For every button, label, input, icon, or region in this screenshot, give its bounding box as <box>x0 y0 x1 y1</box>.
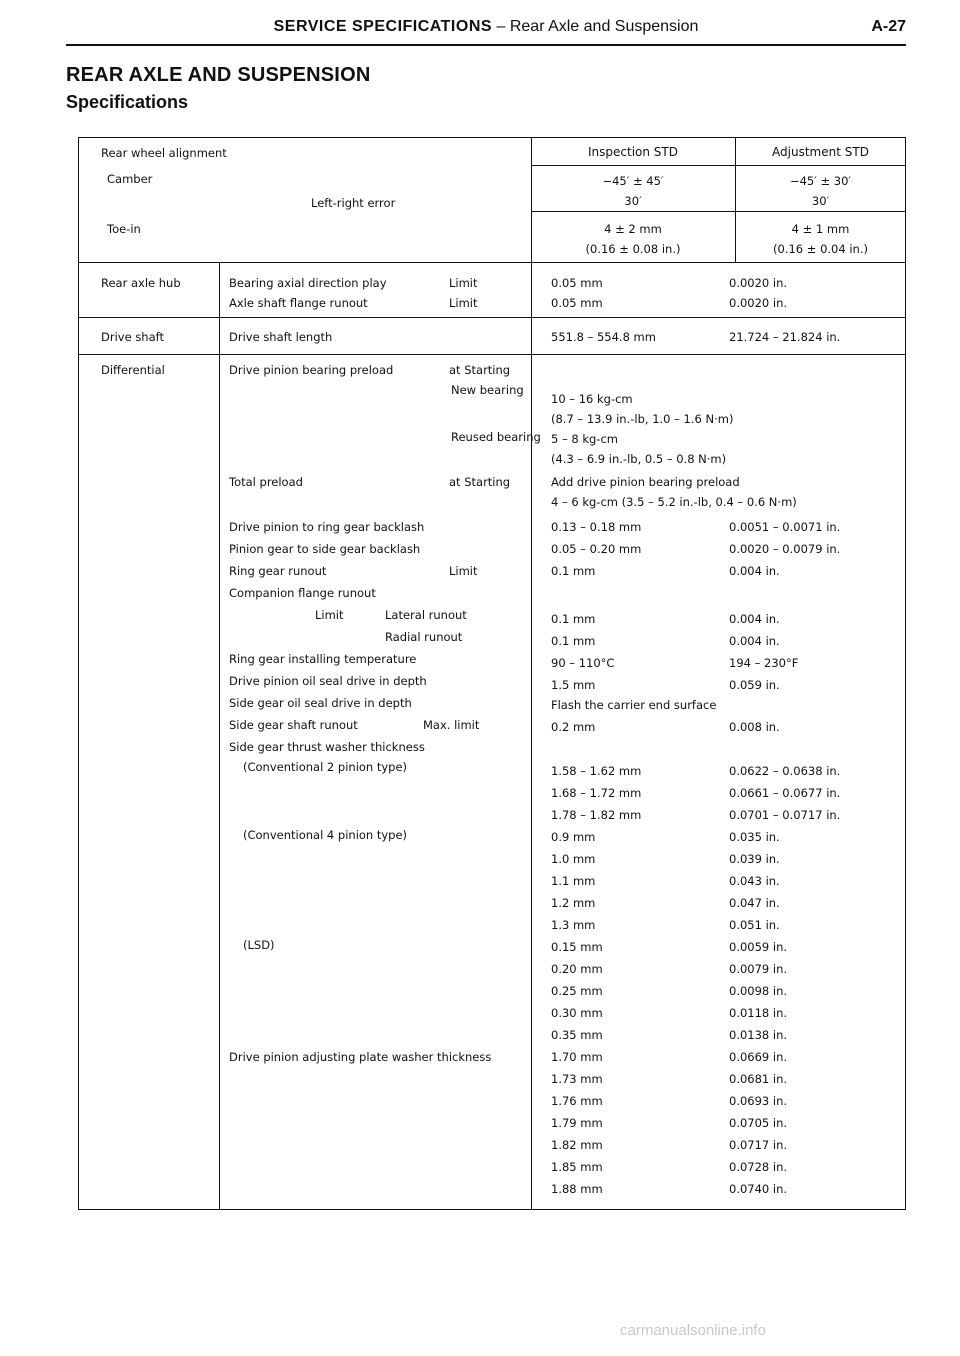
washer-inch: 0.035 in. <box>729 830 780 844</box>
ring-gear-runout-inch: 0.004 in. <box>729 564 780 578</box>
side-seal-depth-value: Flash the carrier end surface <box>551 698 717 712</box>
header-title-rest: – Rear Axle and Suspension <box>492 18 699 35</box>
header-title-bold: SERVICE SPECIFICATIONS <box>273 18 493 35</box>
reused-bearing-value: 5 – 8 kg-cm <box>551 432 618 446</box>
companion-flange-limit: Limit <box>315 608 344 622</box>
drive-shaft-length-inch: 21.724 – 21.824 in. <box>729 330 841 344</box>
washer-mm: 0.25 mm <box>551 984 603 998</box>
washer-inch: 0.0717 in. <box>729 1138 788 1152</box>
washer-mm: 0.30 mm <box>551 1006 603 1020</box>
hub-item-name: Bearing axial direction play <box>229 276 387 290</box>
washer-inch: 0.0669 in. <box>729 1050 788 1064</box>
total-preload-starting: at Starting <box>449 475 511 489</box>
differential-label: Differential <box>101 363 165 377</box>
washer-inch: 0.0079 in. <box>729 962 788 976</box>
toe-in-adjustment-mm: 4 ± 1 mm <box>791 222 850 236</box>
hub-item-name: Axle shaft flange runout <box>229 296 368 310</box>
pinion-side-backlash-label: Pinion gear to side gear backlash <box>229 542 421 556</box>
radial-runout-label: Radial runout <box>385 630 463 644</box>
pinion-ring-backlash-inch: 0.0051 – 0.0071 in. <box>729 520 841 534</box>
washer-mm: 0.9 mm <box>551 830 596 844</box>
spec-table <box>78 137 906 1210</box>
side-shaft-runout-label: Side gear shaft runout <box>229 718 358 732</box>
washer-inch: 0.0661 – 0.0677 in. <box>729 786 841 800</box>
rear-axle-hub-label: Rear axle hub <box>101 276 181 290</box>
alignment-section-line <box>79 262 905 263</box>
reused-bearing-label: Reused bearing <box>451 430 541 444</box>
washer-mm: 1.2 mm <box>551 896 596 910</box>
washer-mm: 0.15 mm <box>551 940 603 954</box>
adjusting-washer-label: Drive pinion adjusting plate washer thickness <box>229 1050 492 1064</box>
washer-inch: 0.0118 in. <box>729 1006 788 1020</box>
companion-flange-label: Companion flange runout <box>229 586 376 600</box>
lateral-runout-inch: 0.004 in. <box>729 612 780 626</box>
hub-item-mm: 0.05 mm <box>551 276 603 290</box>
washer-inch: 0.0681 in. <box>729 1072 788 1086</box>
side-shaft-runout-inch: 0.008 in. <box>729 720 780 734</box>
drive-shaft-length-label: Drive shaft length <box>229 330 333 344</box>
conventional-2-pinion-label: (Conventional 2 pinion type) <box>243 760 408 774</box>
pinion-preload-label: Drive pinion bearing preload <box>229 363 394 377</box>
pinion-preload-starting: at Starting <box>449 363 511 377</box>
toe-in-inspection-in: (0.16 ± 0.08 in.) <box>585 242 681 256</box>
camber-adjustment: −45′ ± 30′ <box>789 174 852 188</box>
washer-inch: 0.0728 in. <box>729 1160 788 1174</box>
page-number: A-27 <box>871 18 906 35</box>
washer-mm: 0.35 mm <box>551 1028 603 1042</box>
pinion-seal-depth-label: Drive pinion oil seal drive in depth <box>229 674 427 688</box>
drive-shaft-label: Drive shaft <box>101 330 164 344</box>
ring-gear-runout-label: Ring gear runout <box>229 564 327 578</box>
washer-inch: 0.0693 in. <box>729 1094 788 1108</box>
header-rule <box>66 44 906 46</box>
washer-mm: 1.58 – 1.62 mm <box>551 764 642 778</box>
lateral-runout-label: Lateral runout <box>385 608 467 622</box>
ring-gear-runout-mm: 0.1 mm <box>551 564 596 578</box>
washer-inch: 0.0098 in. <box>729 984 788 998</box>
washer-mm: 1.85 mm <box>551 1160 603 1174</box>
hub-item-qualifier: Limit <box>449 296 478 310</box>
new-bearing-label: New bearing <box>451 383 524 397</box>
rear-wheel-alignment-label: Rear wheel alignment <box>101 146 227 160</box>
lr-error-inspection: 30′ <box>624 194 642 208</box>
camber-row-line <box>531 211 905 212</box>
side-shaft-max-limit: Max. limit <box>423 718 480 732</box>
radial-runout-mm: 0.1 mm <box>551 634 596 648</box>
ring-gear-runout-limit: Limit <box>449 564 478 578</box>
radial-runout-inch: 0.004 in. <box>729 634 780 648</box>
total-preload-value: Add drive pinion bearing preload <box>551 475 740 489</box>
ring-temp-celsius: 90 – 110°C <box>551 656 615 670</box>
pinion-seal-depth-inch: 0.059 in. <box>729 678 780 692</box>
washer-mm: 0.20 mm <box>551 962 603 976</box>
washer-mm: 1.76 mm <box>551 1094 603 1108</box>
adjustment-std-header: Adjustment STD <box>772 145 869 159</box>
toe-in-inspection-mm: 4 ± 2 mm <box>604 222 662 236</box>
header-row-line <box>531 165 905 166</box>
total-preload-value-alt: 4 – 6 kg-cm (3.5 – 5.2 in.-lb, 0.4 – 0.6 N·m) <box>551 495 797 509</box>
washer-inch: 0.043 in. <box>729 874 780 888</box>
washer-inch: 0.047 in. <box>729 896 780 910</box>
lr-error-adjustment: 30′ <box>811 194 830 208</box>
washer-mm: 1.78 – 1.82 mm <box>551 808 642 822</box>
header-title <box>66 18 906 36</box>
washer-inch: 0.039 in. <box>729 852 780 866</box>
section-heading: REAR AXLE AND SUSPENSION <box>66 64 371 86</box>
pinion-ring-backlash-mm: 0.13 – 0.18 mm <box>551 520 642 534</box>
washer-mm: 1.70 mm <box>551 1050 603 1064</box>
section-subheading: Specifications <box>66 92 189 112</box>
hub-item-inch: 0.0020 in. <box>729 276 788 290</box>
conventional-4-pinion-label: (Conventional 4 pinion type) <box>243 828 408 842</box>
washer-mm: 1.0 mm <box>551 852 596 866</box>
washer-mm: 1.82 mm <box>551 1138 603 1152</box>
washer-inch: 0.0701 – 0.0717 in. <box>729 808 841 822</box>
new-bearing-value-alt: (8.7 – 13.9 in.-lb, 1.0 – 1.6 N·m) <box>551 412 734 426</box>
new-bearing-value: 10 – 16 kg-cm <box>551 392 633 406</box>
pinion-side-backlash-mm: 0.05 – 0.20 mm <box>551 542 642 556</box>
camber-label: Camber <box>107 172 153 186</box>
thrust-washer-label: Side gear thrust washer thickness <box>229 740 425 754</box>
hub-item-inch: 0.0020 in. <box>729 296 788 310</box>
pinion-side-backlash-inch: 0.0020 – 0.0079 in. <box>729 542 841 556</box>
washer-inch: 0.051 in. <box>729 918 780 932</box>
inspection-std-header: Inspection STD <box>588 145 678 159</box>
page-header <box>66 18 906 44</box>
hub-section-line <box>79 317 905 318</box>
side-seal-depth-label: Side gear oil seal drive in depth <box>229 696 412 710</box>
washer-mm: 1.1 mm <box>551 874 596 888</box>
pinion-seal-depth-mm: 1.5 mm <box>551 678 596 692</box>
reused-bearing-value-alt: (4.3 – 6.9 in.-lb, 0.5 – 0.8 N·m) <box>551 452 727 466</box>
toe-in-adjustment-in: (0.16 ± 0.04 in.) <box>773 242 868 256</box>
ring-temp-label: Ring gear installing temperature <box>229 652 417 666</box>
hub-item-mm: 0.05 mm <box>551 296 603 310</box>
value-column-line <box>531 138 532 1210</box>
washer-mm: 1.88 mm <box>551 1182 603 1196</box>
washer-mm: 1.73 mm <box>551 1072 603 1086</box>
ring-temp-fahrenheit: 194 – 230°F <box>729 656 799 670</box>
washer-inch: 0.0705 in. <box>729 1116 788 1130</box>
washer-inch: 0.0059 in. <box>729 940 788 954</box>
watermark: carmanualsonline.info <box>620 1322 766 1339</box>
left-right-error-label: Left-right error <box>311 196 396 210</box>
pinion-ring-backlash-label: Drive pinion to ring gear backlash <box>229 520 425 534</box>
side-shaft-runout-mm: 0.2 mm <box>551 720 596 734</box>
category-column-line <box>219 262 220 1210</box>
lateral-runout-mm: 0.1 mm <box>551 612 596 626</box>
washer-inch: 0.0138 in. <box>729 1028 788 1042</box>
shaft-section-line <box>79 354 905 355</box>
camber-inspection: −45′ ± 45′ <box>602 174 664 188</box>
washer-mm: 1.68 – 1.72 mm <box>551 786 642 800</box>
toe-in-label: Toe-in <box>107 222 141 236</box>
washer-inch: 0.0740 in. <box>729 1182 788 1196</box>
lsd-label: (LSD) <box>243 938 275 952</box>
drive-shaft-length-mm: 551.8 – 554.8 mm <box>551 330 656 344</box>
washer-mm: 1.79 mm <box>551 1116 603 1130</box>
total-preload-label: Total preload <box>229 475 303 489</box>
washer-mm: 1.3 mm <box>551 918 596 932</box>
washer-inch: 0.0622 – 0.0638 in. <box>729 764 841 778</box>
hub-item-qualifier: Limit <box>449 276 478 290</box>
